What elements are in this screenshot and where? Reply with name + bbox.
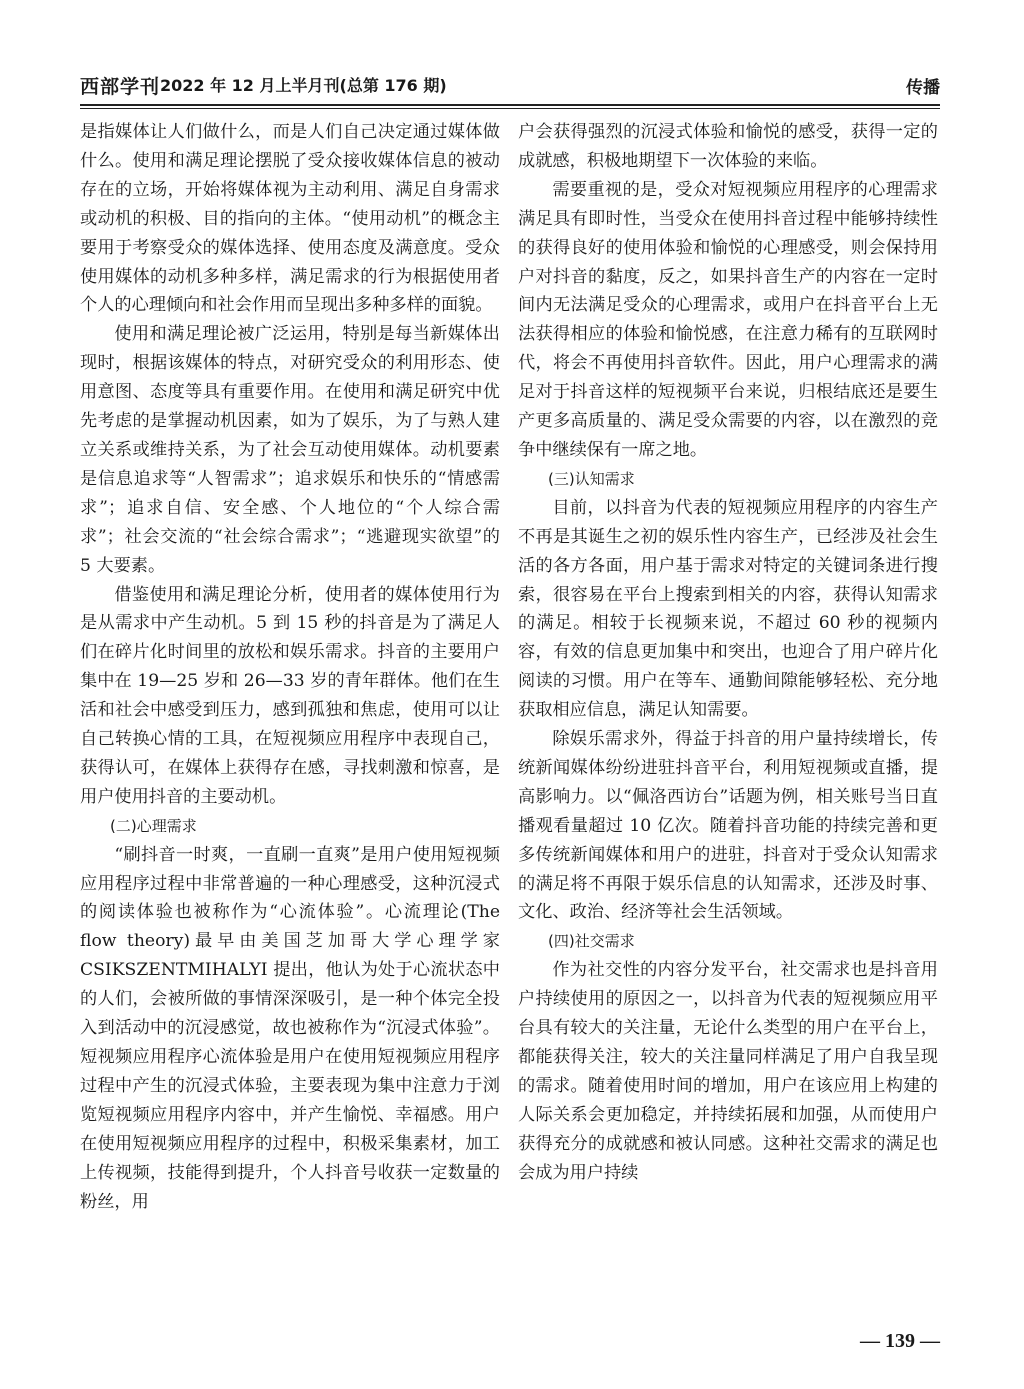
paragraph: 借鉴使用和满足理论分析，使用者的媒体使用行为是从需求中产生动机。5 到 15 秒的抖音是为了满足人们在碎片化时间里的放松和娱乐需求。抖音的主要用户集中在 19—25 岁和 26—33 岁的青年群体。他们在生活和社会中感受到压力，感到孤独和焦虑，使用可以让自己转换心情的工具，在短视频应用程序中表现自己，获得认可，在媒体上获得存在感，寻找刺激和惊喜，是用户使用抖音的主要动机。 [80,584,500,807]
section-heading: (二)心理需求 [110,816,197,835]
paragraph: 目前，以抖音为代表的短视频应用程序的内容生产不再是其诞生之初的娱乐性内容生产，已经涉及社会生活的各方各面，用户基于需求对特定的关键词条进行搜索，很容易在平台上搜索到相关的内容，获得认知需求的满足。相较于长视频来说，不超过 60 秒的视频内容，有效的信息更加集中和突出，也迎合了用户碎片化阅读的习惯。用户在等车、通勤间隙能够轻松、充分地获取相应信息，满足认知需要。 [518,497,938,721]
paragraph: “刷抖音一时爽，一直刷一直爽”是用户使用短视频应用程序过程中非常普遍的一种心理感受，这种沉浸式的阅读体验也被称作为“心流体验”。心流理论(The flow theory)最早由美国芝加哥大学心理学家 CSIKSZENTMIHALYI 提出，他认为处于心流状态中的人们，会被所做的事情深深吸引，是一种个体完全投入到活动中的沉浸感觉，故也被称作为“沉浸式体验”。短视频应用程序心流体验是用户在使用短视频应用程序过程中产生的沉浸式体验，主要表现为集中注意力于浏览短视频应用程序内容中，并产生愉悦、幸福感。用户在使用短视频应用程序的过程中，积极采集素材，加工上传视频，技能得到提升，个人抖音号收获一定数量的粉丝，用 [80,844,500,1212]
paragraph: 作为社交性的内容分发平台，社交需求也是抖音用户持续使用的原因之一，以抖音为代表的短视频应用平台具有较大的关注量，无论什么类型的用户在平台上，都能获得关注，较大的关注量同样满足了用户自我呈现的需求。随着使用时间的增加，用户在该应用上构建的人际关系会更加稳定，并持续拓展和加强，从而使用户获得充分的成就感和被认同感。这种社交需求的满足也会成为用户持续 [518,960,938,1183]
page-header [80,70,940,100]
header-rule-thin [80,108,940,109]
section-heading: (四)社交需求 [548,932,635,951]
paragraph: 除娱乐需求外，得益于抖音的用户量持续增长，传统新闻媒体纷纷进驻抖音平台，利用短视频或直播，提高影响力。以“佩洛西访台”话题为例，相关账号当日直播观看量超过 10 亿次。随着抖音功能的持续完善和更多传统新闻媒体和用户的进驻，抖音对于受众认知需求的满足将不再限于娱乐信息的认知需求，还涉及时事、文化、政治、经济等社会生活领域。 [518,729,938,923]
header-rule [80,104,940,106]
right-column [518,118,938,1188]
left-column [80,118,500,1216]
paragraph: 是指媒体让人们做什么，而是人们自己决定通过媒体做什么。使用和满足理论摆脱了受众接收媒体信息的被动存在的立场，开始将媒体视为主动利用、满足自身需求或动机的积极、目的指向的主体。“使用动机”的概念主要用于考察受众的媒体选择、使用态度及满意度。受众使用媒体的动机多种多样，满足需求的行为根据使用者个人的心理倾向和社会作用而呈现出多种多样的面貌。 [80,122,500,316]
paragraph: 需要重视的是，受众对短视频应用程序的心理需求满足具有即时性，当受众在使用抖音过程中能够持续性的获得良好的使用体验和愉悦的心理感受，则会保持用户对抖音的黏度，反之，如果抖音生产的内容在一定时间内无法满足受众的心理需求，或用户在抖音平台上无法获得相应的体验和愉悦感，在注意力稀有的互联网时代，将会不再使用抖音软件。因此，用户心理需求的满足对于抖音这样的短视频平台来说，归根结底还是要生产更多高质量的、满足受众需要的内容，以在激烈的竞争中继续保有一席之地。 [518,179,938,460]
paragraph: 户会获得强烈的沉浸式体验和愉悦的感受，获得一定的成就感，积极地期望下一次体验的来临。 [518,122,938,171]
issue-info: 2022 年 12 月上半月刊(总第 176 期) [160,76,447,95]
section-heading: (三)认知需求 [548,469,635,488]
paragraph: 使用和满足理论被广泛运用，特别是每当新媒体出现时，根据该媒体的特点，对研究受众的利用形态、使用意图、态度等具有重要作用。在使用和满足研究中优先考虑的是掌握动机因素，如为了娱乐，为了与熟人建立关系或维持关系，为了社会互动使用媒体。动机要素是信息追求等“人智需求”；追求娱乐和快乐的“情感需求”；追求自信、安全感、个人地位的“个人综合需求”；社会交流的“社会综合需求”；“逃避现实欲望”的 5 大要素。 [80,324,500,576]
journal-logo: 西部学刊 [80,76,161,98]
section-name: 传播 [906,78,940,98]
page-number: — 139 — [860,1330,940,1352]
